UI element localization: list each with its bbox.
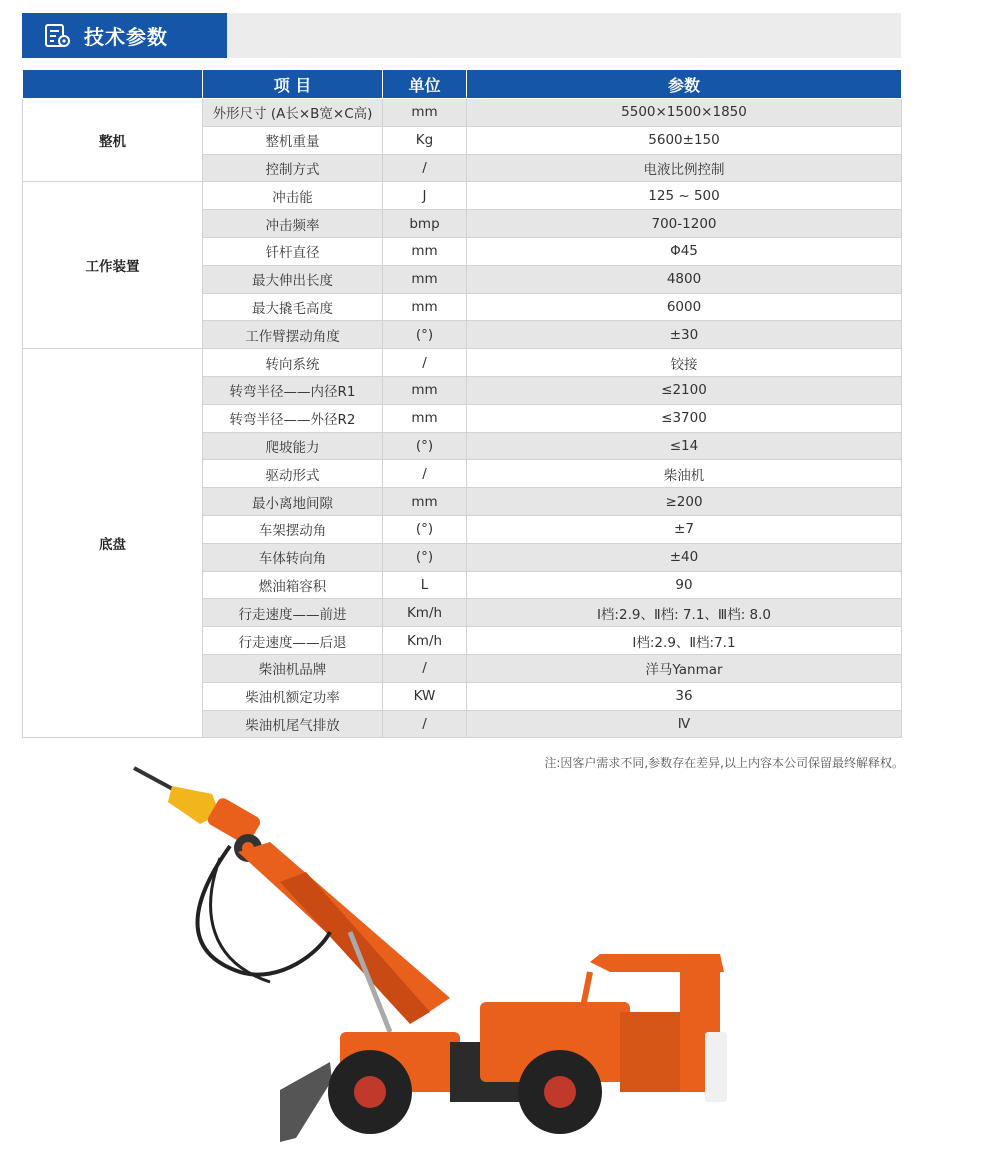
table-row <box>23 99 902 127</box>
cell-value: 36 <box>467 682 902 710</box>
cell-item: 车体转向角 <box>203 543 383 571</box>
group-label: 工作装置 <box>23 182 203 349</box>
document-settings-icon <box>44 23 72 49</box>
cell-value: Ⅰ档:2.9、Ⅱ档:7.1 <box>467 627 902 655</box>
cell-item: 柴油机品牌 <box>203 654 383 682</box>
cell-value: ±30 <box>467 321 902 349</box>
cell-value: 柴油机 <box>467 460 902 488</box>
group-label: 整机 <box>23 99 203 182</box>
cell-unit: L <box>383 571 467 599</box>
cell-item: 最大撬毛高度 <box>203 293 383 321</box>
cell-item: 行走速度——后退 <box>203 627 383 655</box>
cell-item: 车架摆动角 <box>203 515 383 543</box>
cell-value: ≥200 <box>467 488 902 516</box>
cell-unit: mm <box>383 293 467 321</box>
cell-value: ≤2100 <box>467 376 902 404</box>
cell-unit: mm <box>383 265 467 293</box>
cell-unit: Kg <box>383 126 467 154</box>
cell-item: 冲击频率 <box>203 210 383 238</box>
cell-value: Ⅰ档:2.9、Ⅱ档: 7.1、Ⅲ档: 8.0 <box>467 599 902 627</box>
spec-table <box>22 70 902 738</box>
cell-unit: (°) <box>383 432 467 460</box>
cell-value: 5500×1500×1850 <box>467 99 902 127</box>
cell-item: 最大伸出长度 <box>203 265 383 293</box>
table-row <box>23 182 902 210</box>
cell-item: 爬坡能力 <box>203 432 383 460</box>
cell-unit: KW <box>383 682 467 710</box>
cell-unit: / <box>383 460 467 488</box>
cell-value: 5600±150 <box>467 126 902 154</box>
cell-value: ±7 <box>467 515 902 543</box>
cell-value: 700-1200 <box>467 210 902 238</box>
breaker-boom <box>134 768 450 1032</box>
cell-item: 控制方式 <box>203 154 383 182</box>
cell-value: 90 <box>467 571 902 599</box>
cell-item: 转弯半径——外径R2 <box>203 404 383 432</box>
cell-item: 转弯半径——内径R1 <box>203 376 383 404</box>
table-header-row <box>23 70 902 99</box>
cell-item: 最小离地间隙 <box>203 488 383 516</box>
spec-table-body <box>23 99 902 738</box>
cell-item: 转向系统 <box>203 349 383 377</box>
cell-unit: (°) <box>383 321 467 349</box>
cell-item: 冲击能 <box>203 182 383 210</box>
cell-item: 工作臂摆动角度 <box>203 321 383 349</box>
cell-item: 行走速度——前进 <box>203 599 383 627</box>
column-header-item: 项 目 <box>203 70 383 99</box>
cell-unit: (°) <box>383 543 467 571</box>
cell-item: 外形尺寸 (A长×B宽×C高) <box>203 99 383 127</box>
cell-unit: bmp <box>383 210 467 238</box>
cell-value: 4800 <box>467 265 902 293</box>
cell-unit: J <box>383 182 467 210</box>
column-header-unit: 单位 <box>383 70 467 99</box>
cell-unit: mm <box>383 237 467 265</box>
cell-value: ≤14 <box>467 432 902 460</box>
section-header-tab <box>22 13 227 58</box>
rock-breaker-machine-illustration <box>120 762 740 1152</box>
cell-unit: Km/h <box>383 599 467 627</box>
cell-value: ≤3700 <box>467 404 902 432</box>
column-header-group <box>23 70 203 99</box>
cell-item: 柴油机尾气排放 <box>203 710 383 738</box>
cell-item: 整机重量 <box>203 126 383 154</box>
cell-unit: / <box>383 349 467 377</box>
cell-value: 洋马Yanmar <box>467 654 902 682</box>
disclaimer-note: 注:因客户需求不同,参数存在差异,以上内容本公司保留最终解释权。 <box>544 756 904 770</box>
cell-item: 钎杆直径 <box>203 237 383 265</box>
cell-unit: mm <box>383 376 467 404</box>
column-header-value: 参数 <box>467 70 902 99</box>
cell-unit: mm <box>383 404 467 432</box>
cell-value: 电液比例控制 <box>467 154 902 182</box>
cell-unit: (°) <box>383 515 467 543</box>
cell-item: 柴油机额定功率 <box>203 682 383 710</box>
cell-value: Φ45 <box>467 237 902 265</box>
cell-value: 铰接 <box>467 349 902 377</box>
table-row <box>23 349 902 377</box>
cell-value: Ⅳ <box>467 710 902 738</box>
cell-item: 燃油箱容积 <box>203 571 383 599</box>
cell-value: ±40 <box>467 543 902 571</box>
cell-unit: / <box>383 710 467 738</box>
cell-unit: / <box>383 654 467 682</box>
cell-unit: mm <box>383 488 467 516</box>
section-title: 技术参数 <box>84 25 168 49</box>
cell-unit: Km/h <box>383 627 467 655</box>
cell-unit: / <box>383 154 467 182</box>
cell-item: 驱动形式 <box>203 460 383 488</box>
cell-value: 125 ~ 500 <box>467 182 902 210</box>
group-label: 底盘 <box>23 349 203 738</box>
cell-unit: mm <box>383 99 467 127</box>
cell-value: 6000 <box>467 293 902 321</box>
